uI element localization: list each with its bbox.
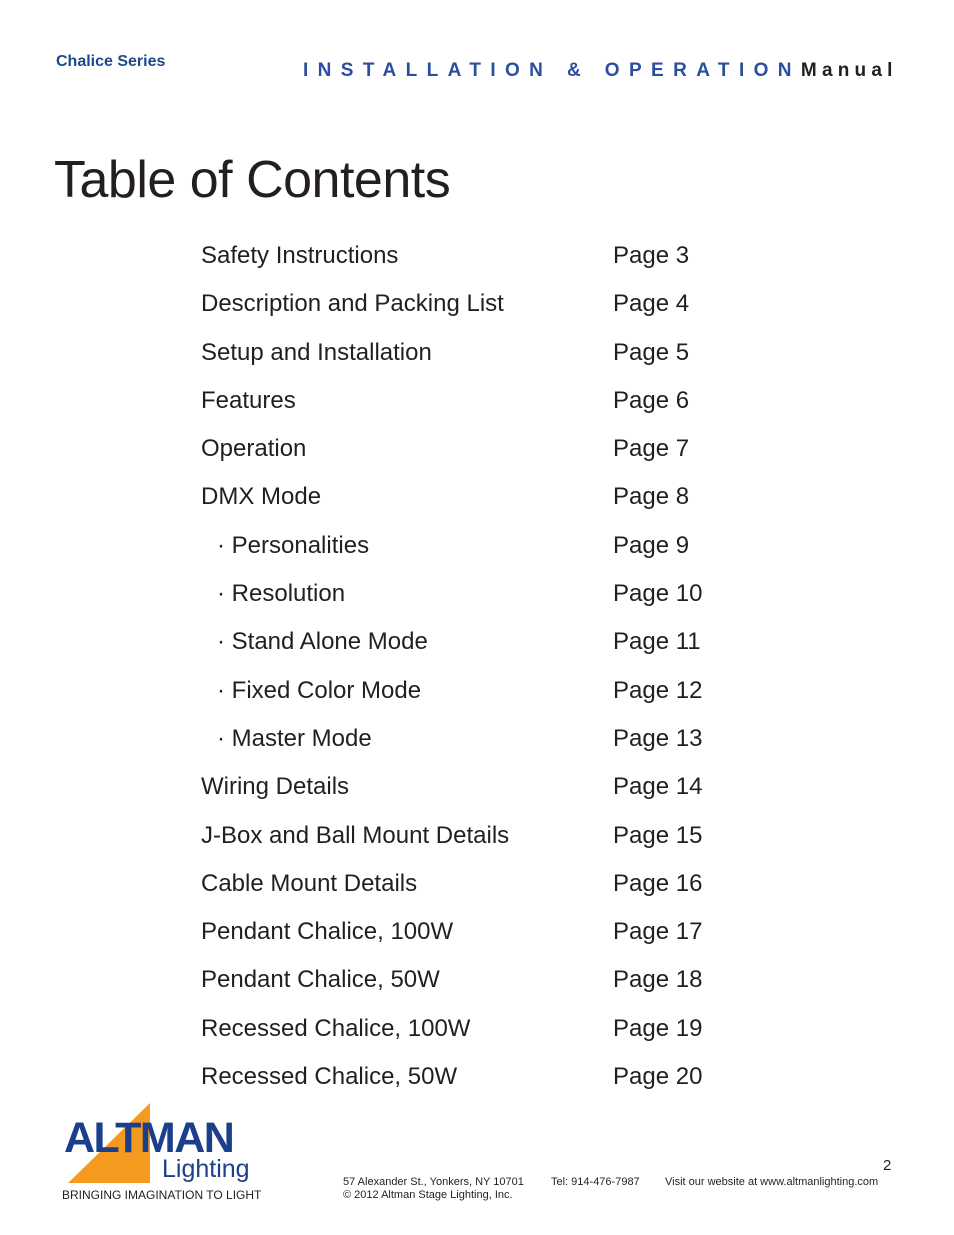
- page-title: Table of Contents: [54, 151, 451, 209]
- page-number: 2: [883, 1157, 892, 1174]
- toc-entry-title: Setup and Installation: [201, 338, 432, 366]
- toc-entry-title: Recessed Chalice, 100W: [201, 1014, 471, 1042]
- toc-entry: [201, 910, 761, 958]
- toc-entry-title: Pendant Chalice, 100W: [201, 918, 454, 946]
- toc-entry-page: Page 7: [613, 435, 690, 463]
- toc-entry: [201, 379, 761, 427]
- toc-entry-title: Wiring Details: [201, 773, 350, 801]
- toc-entry-page: Page 12: [613, 676, 703, 704]
- toc-entry: [201, 958, 761, 1006]
- series-name: Chalice Series: [56, 53, 166, 70]
- toc-entry: [201, 234, 761, 282]
- toc-entry: [201, 572, 761, 620]
- toc-entry: [201, 1055, 761, 1103]
- manual-title-suffix: Manual: [800, 60, 898, 81]
- manual-title: [303, 60, 898, 82]
- toc-entry: [201, 620, 761, 668]
- toc-entry: [201, 717, 761, 765]
- toc-entry: [201, 475, 761, 523]
- toc-entry-page: Page 20: [613, 1063, 703, 1091]
- logo-tagline: BRINGING IMAGINATION TO LIGHT: [62, 1188, 262, 1202]
- manual-title-emphasis: INSTALLATION & OPERATION: [303, 60, 801, 81]
- toc-list: [201, 234, 761, 1103]
- toc-entry: [201, 669, 761, 717]
- toc-entry: [201, 427, 761, 475]
- footer-copyright: © 2012 Altman Stage Lighting, Inc.: [343, 1189, 513, 1201]
- logo-subtitle: Lighting: [162, 1155, 250, 1183]
- toc-entry-title: Cable Mount Details: [201, 869, 418, 897]
- toc-entry-title: · Resolution: [217, 580, 346, 608]
- toc-entry-page: Page 11: [613, 628, 701, 656]
- toc-entry-page: Page 17: [613, 918, 703, 946]
- toc-entry-title: · Personalities: [217, 531, 370, 559]
- toc-entry-page: Page 10: [613, 580, 703, 608]
- toc-entry: [201, 765, 761, 813]
- toc-entry: [201, 862, 761, 910]
- toc-entry-page: Page 6: [613, 386, 690, 414]
- logo-wordmark: ALTMAN: [64, 1114, 234, 1162]
- toc-entry-page: Page 9: [613, 531, 690, 559]
- altman-logo: [62, 1103, 288, 1203]
- toc-entry: [201, 1007, 761, 1055]
- toc-entry-title: DMX Mode: [201, 483, 322, 511]
- toc-entry-page: Page 19: [613, 1014, 703, 1042]
- toc-entry-title: · Fixed Color Mode: [217, 676, 422, 704]
- toc-entry-page: Page 15: [613, 821, 703, 849]
- toc-entry-title: Operation: [201, 435, 307, 463]
- footer-address: 57 Alexander St., Yonkers, NY 10701: [343, 1176, 524, 1188]
- toc-entry-title: Features: [201, 386, 296, 414]
- toc-entry-title: Safety Instructions: [201, 242, 399, 269]
- toc-entry-page: Page 18: [613, 966, 703, 994]
- toc-entry-title: · Master Mode: [217, 724, 372, 752]
- toc-entry-page: Page 4: [613, 290, 690, 318]
- toc-entry: [201, 814, 761, 862]
- toc-entry-page: Page 14: [613, 773, 703, 801]
- toc-entry-title: · Stand Alone Mode: [217, 628, 428, 656]
- toc-entry: [201, 282, 761, 330]
- toc-entry: [201, 524, 761, 572]
- toc-entry-page: Page 5: [613, 338, 690, 366]
- toc-entry-page: Page 13: [613, 724, 703, 752]
- toc-entry-title: Description and Packing List: [201, 290, 504, 318]
- toc-entry-page: Page 8: [613, 483, 690, 511]
- toc-entry: [201, 331, 761, 379]
- toc-entry-title: Recessed Chalice, 50W: [201, 1063, 458, 1091]
- toc-entry-title: Pendant Chalice, 50W: [201, 966, 440, 994]
- toc-entry-title: J-Box and Ball Mount Details: [201, 821, 510, 849]
- footer-telephone: Tel: 914-476-7987: [551, 1176, 640, 1188]
- footer-website: Visit our website at www.altmanlighting.com: [665, 1176, 879, 1188]
- toc-entry-page: Page 16: [613, 869, 703, 897]
- toc-entry-page: Page 3: [613, 242, 690, 269]
